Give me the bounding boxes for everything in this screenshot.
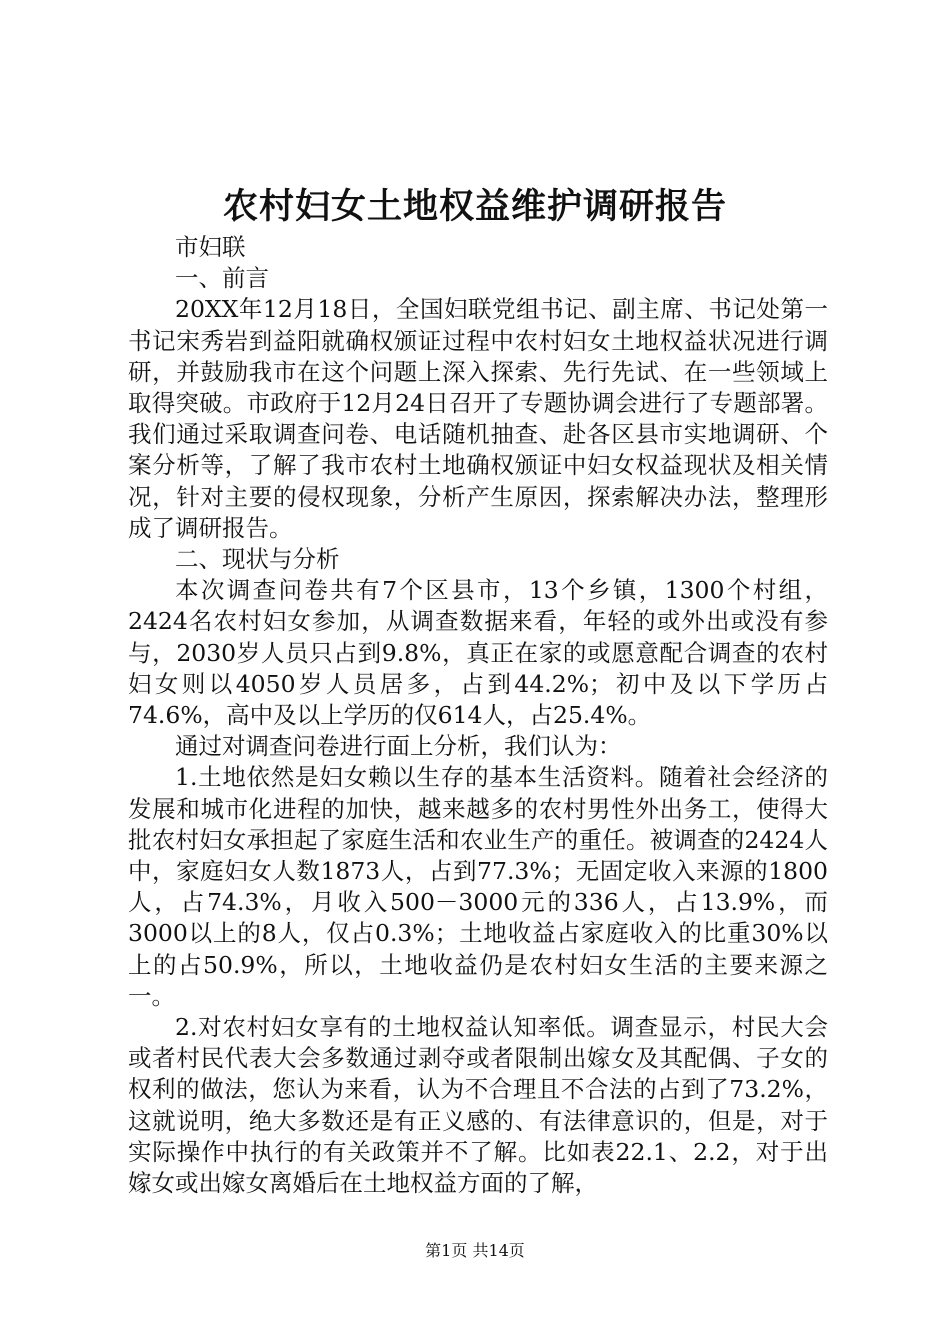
section-heading-preface: 一、前言	[175, 264, 269, 293]
paragraph-survey: 本次调查问卷共有7个区县市，13个乡镇，1300个村组，2424名农村妇女参加，从调查数据来看，年轻的或外出或没有参与，2030岁人员只占到9.8%，真正在家的或愿意配合调查的农村妇女则以4050岁人员居多，占到44.2%；初中及以下学历占74.6%，高中及以上学历的仅614人，占25.4%。	[128, 576, 828, 730]
document-title: 农村妇女土地权益维护调研报告	[222, 186, 727, 227]
document-body	[128, 232, 828, 1199]
paragraph-point-1: 1.土地依然是妇女赖以生存的基本生活资料。随着社会经济的发展和城市化进程的加快，越来越多的农村男性外出务工，使得大批农村妇女承担起了家庭生活和农业生产的重任。被调查的2424人中，家庭妇女人数1873人，占到77.3%；无固定收入来源的1800人，占74.3%，月收入500－3000元的336人，占13.9%，而3000以上的8人，仅占0.3%；土地收益占家庭收入的比重30%以上的占50.9%，所以，土地收益仍是农村妇女生活的主要来源之一。	[128, 763, 828, 1010]
page-footer: 第1页 共14页	[425, 1241, 525, 1260]
paragraph-point-2: 2.对农村妇女享有的土地权益认知率低。调查显示，村民大会或者村民代表大会多数通过剥夺或者限制出嫁女及其配偶、子女的权利的做法，您认为来看，认为不合理且不合法的占到了73.2%，这就说明，绝大多数还是有正义感的、有法律意识的，但是，对于实际操作中执行的有关政策并不了解。比如表22.1、2.2，对于出嫁女或出嫁女离婚后在土地权益方面的了解，	[128, 1013, 828, 1198]
paragraph-analysis-intro: 通过对调查问卷进行面上分析，我们认为：	[175, 732, 622, 761]
paragraph-preface: 20XX年12月18日，全国妇联党组书记、副主席、书记处第一书记宋秀岩到益阳就确权颁证过程中农村妇女土地权益状况进行调研，并鼓励我市在这个问题上深入探索、先行先试、在一些领域上取得突破。市政府于12月24日召开了专题协调会进行了专题部署。我们通过采取调查问卷、电话随机抽查、赴各区县市实地调研、个案分析等，了解了我市农村土地确权颁证中妇女权益现状及相关情况，针对主要的侵权现象，分析产生原因，探索解决办法，整理形成了调研报告。	[128, 295, 828, 542]
section-heading-status: 二、现状与分析	[175, 545, 340, 574]
author-line: 市妇联	[175, 233, 246, 261]
